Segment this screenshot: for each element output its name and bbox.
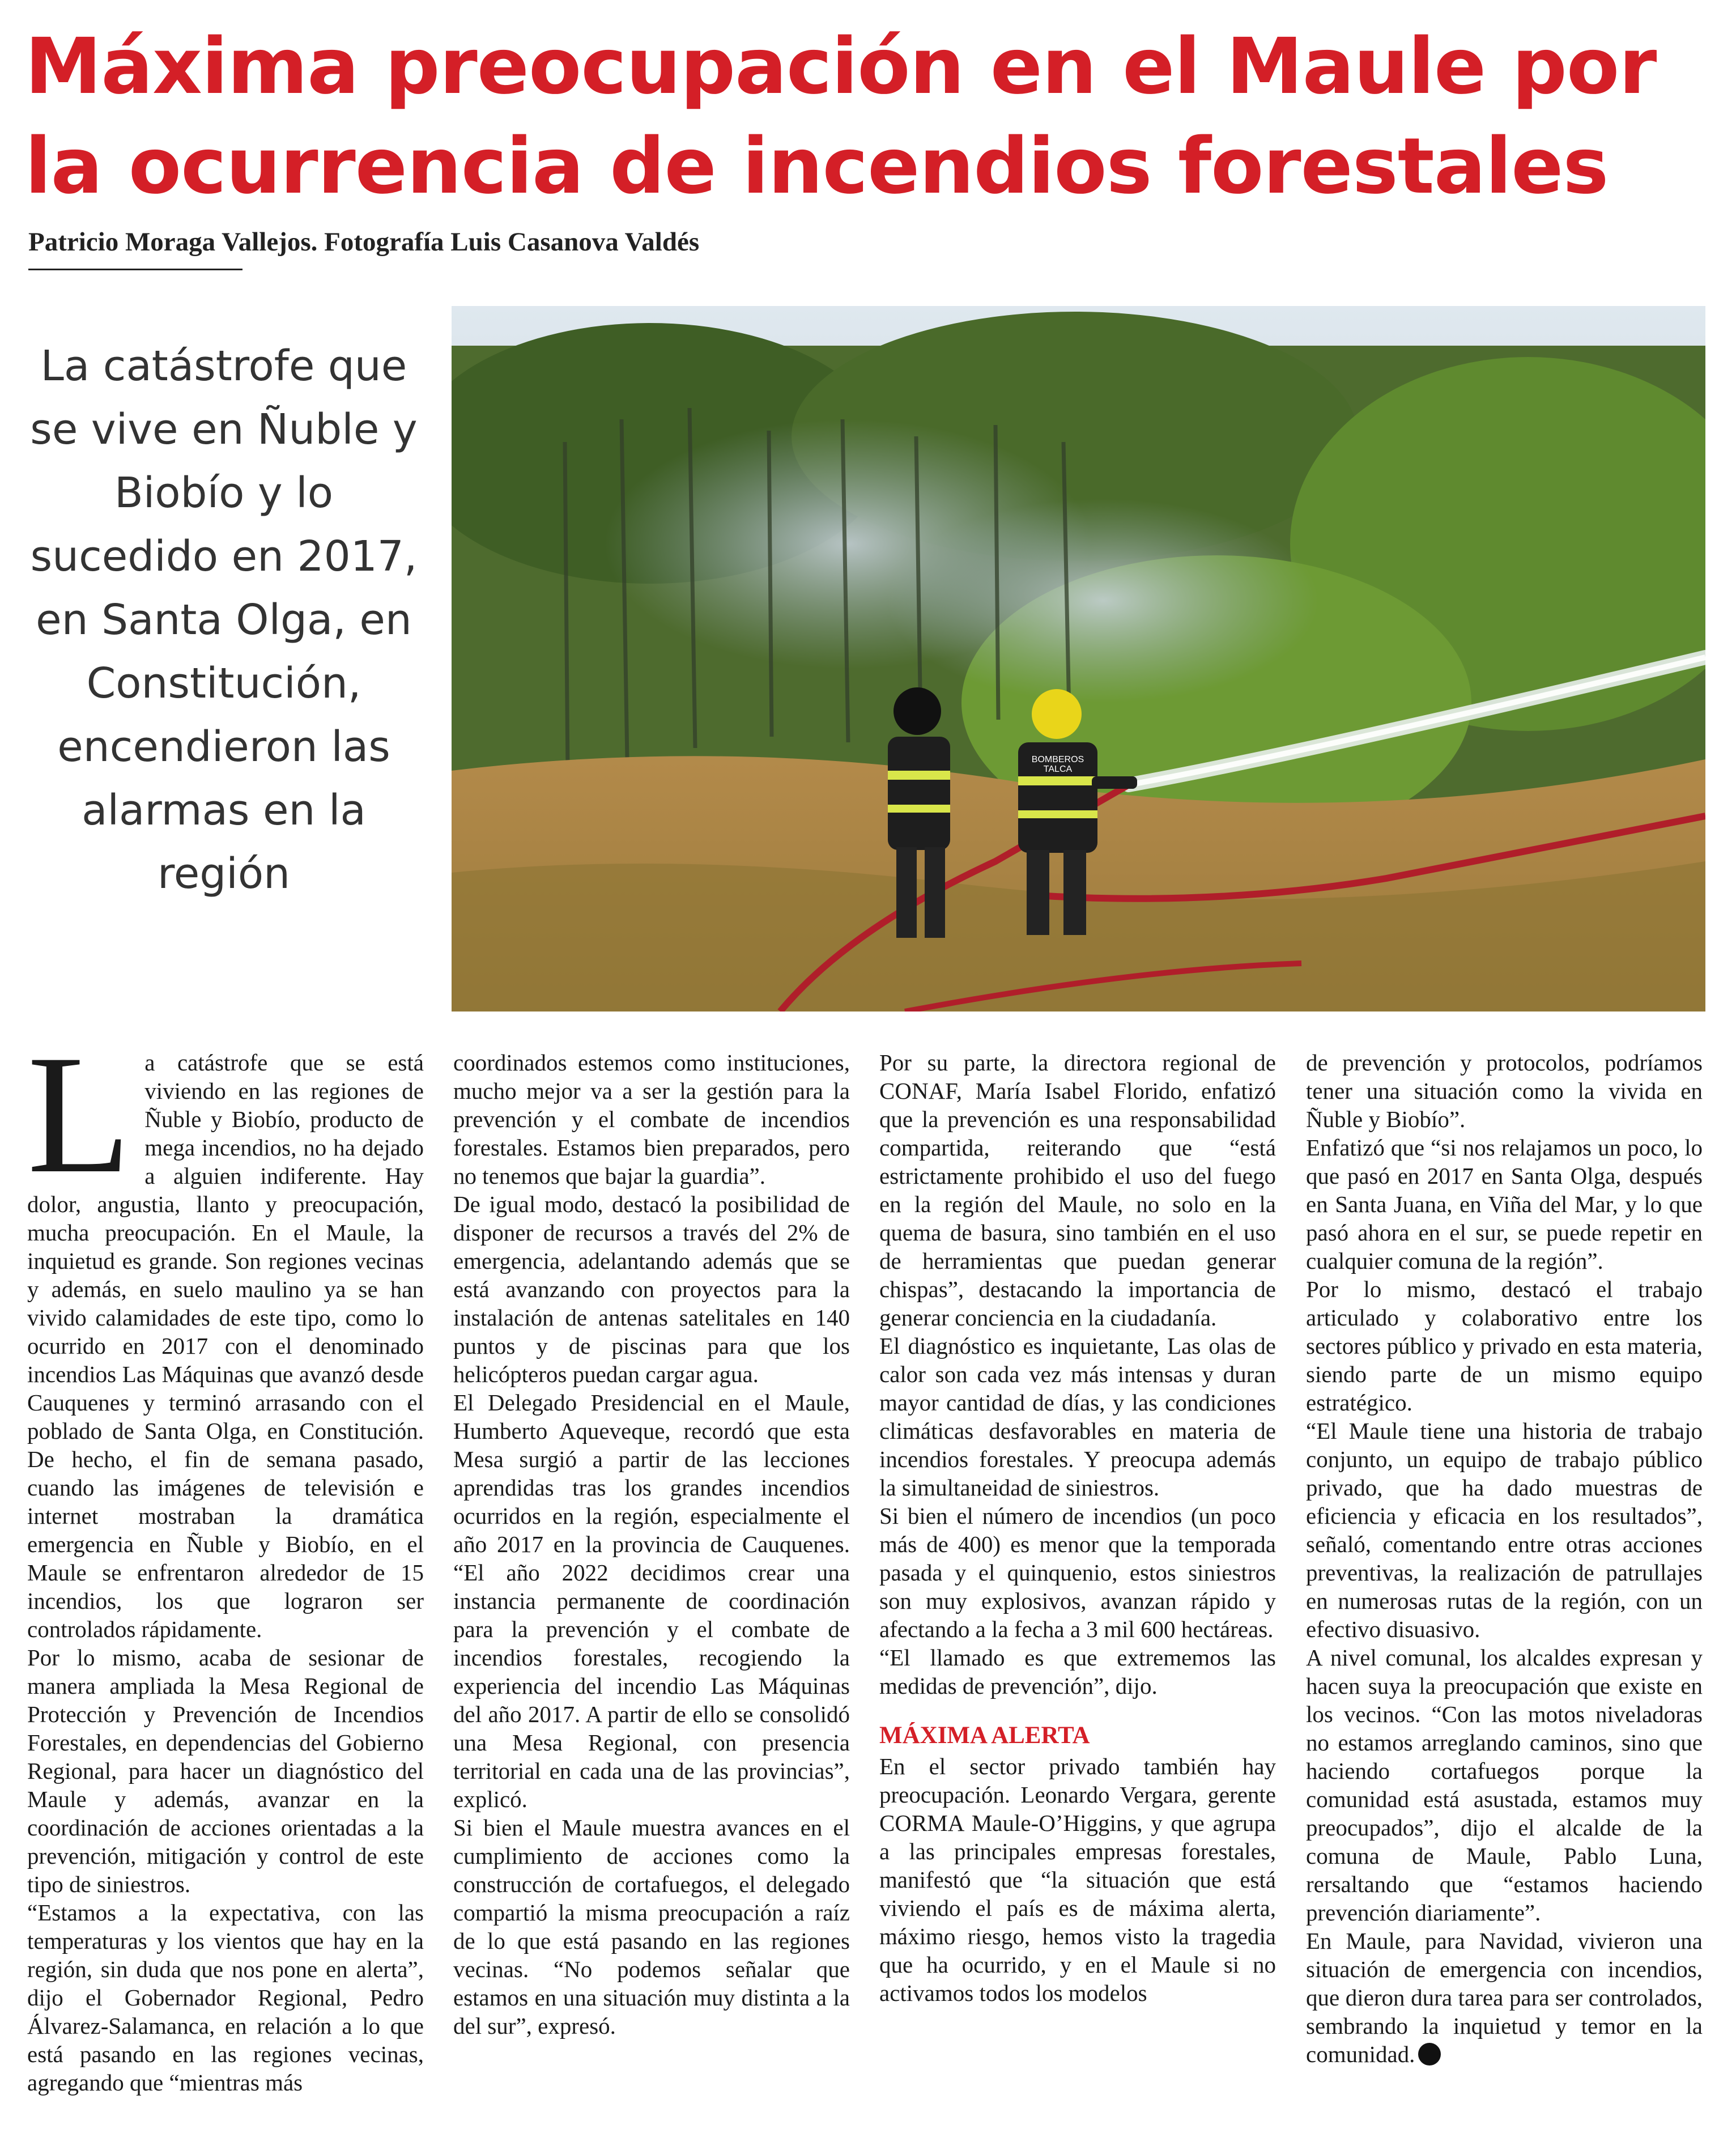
vest-text: BOMBEROS [1031, 755, 1084, 764]
headline: Máxima preocupación en el Maule por la ocurrencia de incendios forestales [25, 22, 1657, 211]
section-subhead: MÁXIMA ALERTA [879, 1722, 1090, 1749]
paragraph: Por lo mismo, destacó el trabajo articulado y colaborativo entre los sectores público y privado en esta materia, siendo parte de un mismo equipo estratégico. [1306, 1276, 1703, 1416]
paragraph: El diagnóstico es inquietante, Las olas de calor son cada vez más intensas y duran mayor cantidad de días, y las condiciones climáticas desfavorables en materia de incendios forestales. Y preocupa además la simultaneidad de siniestros. [879, 1333, 1276, 1501]
paragraph: Si bien el número de incendios (un poco más de 400) es menor que la temporada pasada y el quinquenio, estos siniestros son muy explosivos, avanzan rápido y afectando a la fecha a 3 mil 600 hectáreas. [879, 1503, 1276, 1642]
firefighters-photo [452, 306, 1705, 1012]
paragraph: Por su parte, la directora regional de CONAF, María Isabel Florido, enfatizó que la prevención es una responsabilidad compartida, reiterando que “está estrictamente prohibido el uso del fuego en la región del Maule, no solo en la quema de basura, sino también en el uso de herramientas que puedan generar chispas”, destacando la importancia de generar conciencia en la ciudadanía. [879, 1049, 1276, 1331]
byline-rule [28, 269, 242, 270]
paragraph-text: En Maule, para Navidad, vivieron una situación de emergencia con incendios, que dieron dura tarea para ser controlados, sembrando la inquietud y temor en la comunidad. [1306, 1928, 1703, 2067]
end-mark-icon [1418, 2043, 1441, 2066]
paragraph: “Estamos a la expectativa, con las temperaturas y los vientos que hay en la región, sin duda que nos pone en alerta”, dijo el Gobernador Regional, Pedro Álvarez-Salamanca, en relación a lo que está pasando en las regiones vecinas, agregando que “mientras más [27, 1899, 424, 2096]
paragraph: a catástrofe que se está viviendo en las regiones de Ñuble y Biobío, producto de mega incendios, no ha dejado a alguien indiferente. Hay dolor, angustia, llanto y preocupación, mucha preocupación. En el Maule, la inquietud es grande. Son regiones vecinas y además, en suelo maulino ya se han vivido calamidades de este tipo, como lo ocurrido en 2017 con el denominado incendios Las Máquinas que avanzó desde Cauquenes y terminó arrasando con el poblado de Santa Olga, en Constitución. De hecho, el fin de semana pasado, cuando las imágenes de televisión e internet mostraban la dramática emergencia en Ñuble y Biobío, en el Maule se enfrentaron alrededor de 15 incendios, los que lograron ser controlados rápidamente. [27, 1049, 424, 1642]
byline: Patricio Moraga Vallejos. Fotografía Luis Casanova Valdés [28, 227, 700, 257]
paragraph: Enfatizó que “si nos relajamos un poco, lo que pasó en 2017 en Santa Olga, después en Santa Juana, en Viña del Mar, y lo que pasó ahora en el sur, se puede repetir en cualquier comuna de la región”. [1306, 1134, 1703, 1274]
paragraph [1306, 1927, 1703, 2068]
paragraph: En el sector privado también hay preocupación. Leonardo Vergara, gerente CORMA Maule-O’Higgins, y que agrupa a las principales empresas forestales, manifestó que “la situación que está viviendo el país es de máxima alerta, máximo riesgo, hemos visto la tragedia que ha ocurrido, y en el Maule si no activamos todos los modelos [879, 1753, 1276, 2006]
vest-text: TALCA [1043, 764, 1073, 774]
article-column-2 [453, 1048, 850, 2131]
paragraph: Por lo mismo, acaba de sesionar de manera ampliada la Mesa Regional de Protección y Prevención de Incendios Forestales, en dependencias del Gobierno Regional, para hacer un diagnóstico del Maule y además, avanzar en la coordinación de acciones orientadas a la prevención, mitigación y control de este tipo de siniestros. [27, 1644, 424, 1897]
paragraph: “El llamado es que extrememos las medidas de prevención”, dijo. [879, 1644, 1276, 1699]
dropcap: L [27, 1048, 131, 1208]
article-column-1 [27, 1048, 424, 2131]
photo-illustration [452, 306, 1705, 1012]
paragraph: De igual modo, destacó la posibilidad de disponer de recursos a través del 2% de emergencia, adelantando además que se está avanzando con proyectos para la instalación de antenas satelitales en 140 puntos y de piscinas para que los helicópteros puedan cargar agua. [453, 1191, 850, 1387]
paragraph: “El Maule tiene una historia de trabajo conjunto, un equipo de trabajo público privado, que ha dado muestras de eficiencia y eficacia en los resultados”, señaló, comentando entre otras acciones preventivas, la realización de patrullajes en numerosas rutas de la región, con un efectivo disuasivo. [1306, 1418, 1703, 1642]
article-column-3 [879, 1048, 1276, 2131]
paragraph: A nivel comunal, los alcaldes expresan y hacen suya la preocupación que existe en los vecinos. “Con las motos niveladoras no estamos arreglando caminos, sino que haciendo cortafuegos porque la comunidad está asustada, estamos muy preocupados”, dijo el alcalde de la comuna de Maule, Pablo Luna, rersaltando que “estamos haciendo prevención diariamente”. [1306, 1644, 1703, 1926]
paragraph: El Delegado Presidencial en el Maule, Humberto Aqueveque, recordó que esta Mesa surgió a partir de las lecciones aprendidas tras los grandes incendios ocurridos en la región, especialmente el año 2017 en la provincia de Cauquenes. “El año 2022 decidimos crear una instancia permanente de coordinación para la prevención y el combate de incendios forestales, recogiendo la experiencia del incendio Las Máquinas del año 2017. A partir de ello se consolidó una Mesa Regional, con presencia territorial en cada una de las provincias”, explicó. [453, 1389, 850, 1812]
paragraph: de prevención y protocolos, podríamos tener una situación como la vivida en Ñuble y Biobío”. [1306, 1049, 1703, 1132]
paragraph: Si bien el Maule muestra avances en el cumplimiento de acciones como la construcción de cortafuegos, el delegado compartió la misma preocupación a raíz de lo que está pasando en las regiones vecinas. “No podemos señalar que estamos en una situación muy distinta a la del sur”, expresó. [453, 1814, 850, 2039]
paragraph: coordinados estemos como instituciones, mucho mejor va a ser la gestión para la prevención y el combate de incendios forestales. Estamos bien preparados, pero no tenemos que bajar la guardia”. [453, 1049, 850, 1189]
pullquote: La catástrofe que se vive en Ñuble y Biobío y lo sucedido en 2017, en Santa Olga, en Constitución, encendieron las alarmas en la región [30, 342, 418, 898]
article-column-4 [1306, 1048, 1703, 2131]
